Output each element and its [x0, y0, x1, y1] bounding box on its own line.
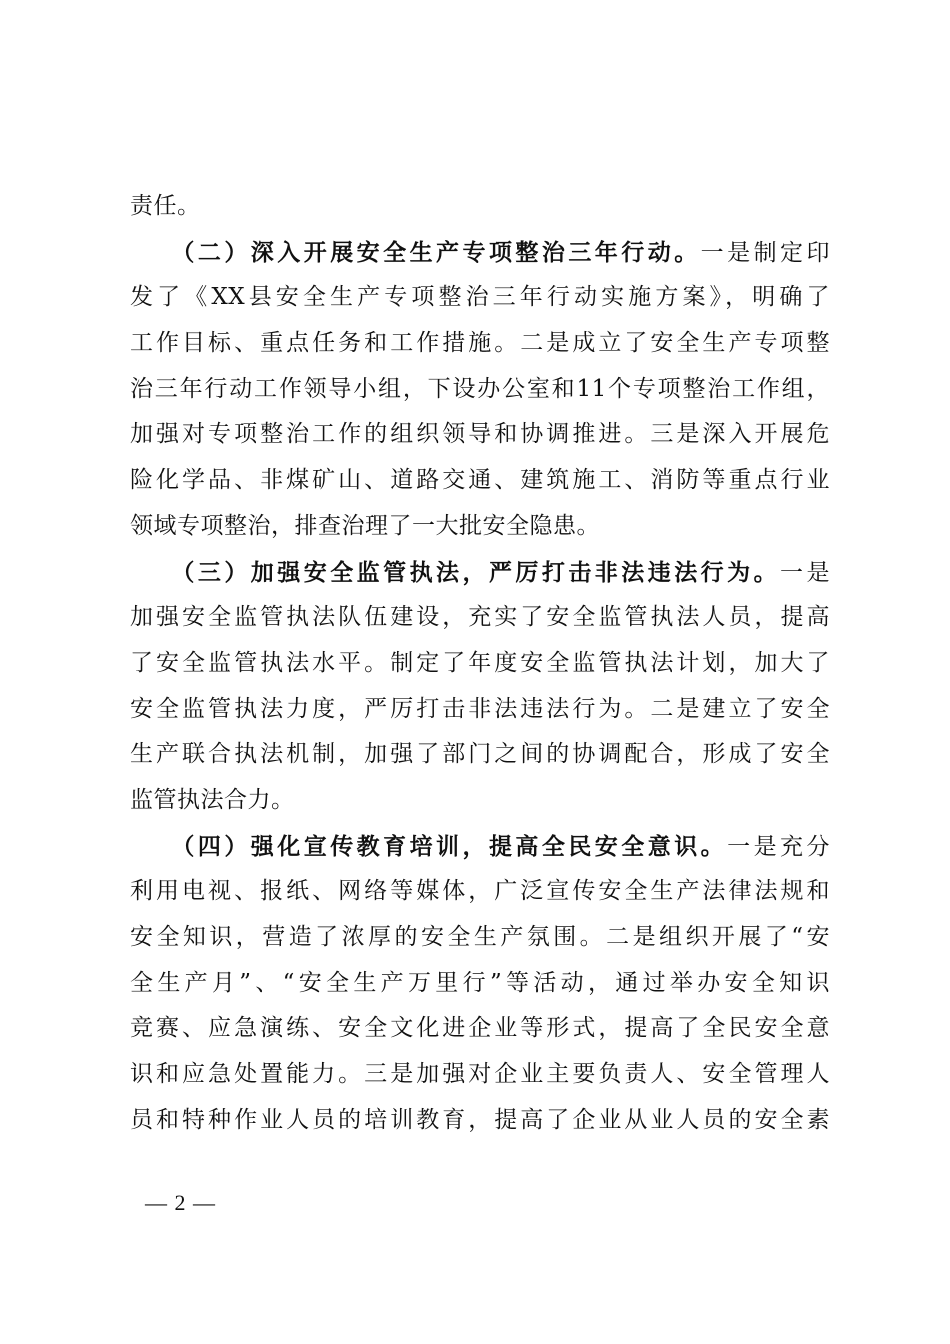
text-line	[130, 458, 830, 504]
text-line	[130, 1006, 830, 1052]
body-text: 生产联合执法机制，加强了部门之间的协调配合，形成了安全	[130, 741, 830, 768]
body-text: 监管执法合力。	[130, 786, 295, 813]
body-text: 工作目标、重点任务和工作措施。二是成立了安全生产专项整	[130, 330, 830, 357]
body-text: 一是	[780, 559, 831, 586]
body-text: 竞赛、应急演练、安全文化进企业等形式，提高了全民安全意	[130, 1015, 830, 1042]
text-line	[130, 687, 830, 733]
body-text: 识和应急处置能力。三是加强对企业主要负责人、安全管理人	[130, 1061, 830, 1088]
text-line	[130, 550, 830, 596]
text-line	[130, 321, 830, 367]
page-number: — 2 —	[145, 1190, 216, 1215]
text-line	[130, 641, 830, 687]
text-line	[130, 504, 830, 550]
text-line	[130, 230, 830, 276]
text-line	[130, 275, 830, 321]
body-text: 一是制定印	[700, 239, 831, 266]
document-body	[130, 184, 830, 1143]
text-line	[130, 869, 830, 915]
body-text: 加强安全监管执法队伍建设，充实了安全监管执法人员，提高	[130, 604, 830, 631]
body-text: 责任。	[130, 193, 201, 219]
body-text: 安全知识，营造了浓厚的安全生产氛围。二是组织开展了“安	[130, 924, 830, 950]
body-text: 安全监管执法力度，严厉打击非法违法行为。二是建立了安全	[130, 695, 830, 722]
text-line	[130, 412, 830, 458]
section-heading: （二）深入开展安全生产专项整治三年行动。	[130, 238, 701, 266]
section-heading: （四）强化宣传教育培训，提高全民安全意识。	[130, 832, 728, 860]
body-text: 险化学品、非煤矿山、道路交通、建筑施工、消防等重点行业	[130, 467, 830, 494]
body-text: 领域专项整治，排查治理了一大批安全隐患。	[130, 512, 600, 539]
text-line	[130, 915, 830, 961]
section-heading: （三）加强安全监管执法，严厉打击非法违法行为。	[130, 558, 781, 586]
body-text: 利用电视、报纸、网络等媒体，广泛宣传安全生产法律法规和	[130, 878, 830, 905]
body-text: 全生产月”、“安全生产万里行”等活动，通过举办安全知识	[130, 969, 830, 996]
body-text: 员和特种作业人员的培训教育，提高了企业从业人员的安全素	[130, 1106, 830, 1133]
text-line	[130, 1052, 830, 1098]
body-text: 一是充分	[727, 833, 831, 860]
body-text: 治三年行动工作领导小组，下设办公室和11个专项整治工作组，	[130, 375, 830, 402]
text-line	[130, 778, 830, 824]
text-line	[130, 732, 830, 778]
body-text: 加强对专项整治工作的组织领导和协调推进。三是深入开展危	[130, 421, 830, 448]
text-line	[130, 961, 830, 1007]
body-text: 了安全监管执法水平。制定了年度安全监管执法计划，加大了	[130, 649, 830, 676]
text-line	[130, 824, 830, 870]
body-text: 发了《XX县安全生产专项整治三年行动实施方案》，明确了	[130, 284, 830, 311]
text-line	[130, 595, 830, 641]
text-line	[130, 367, 830, 413]
text-line	[130, 1098, 830, 1144]
text-line	[130, 184, 830, 230]
